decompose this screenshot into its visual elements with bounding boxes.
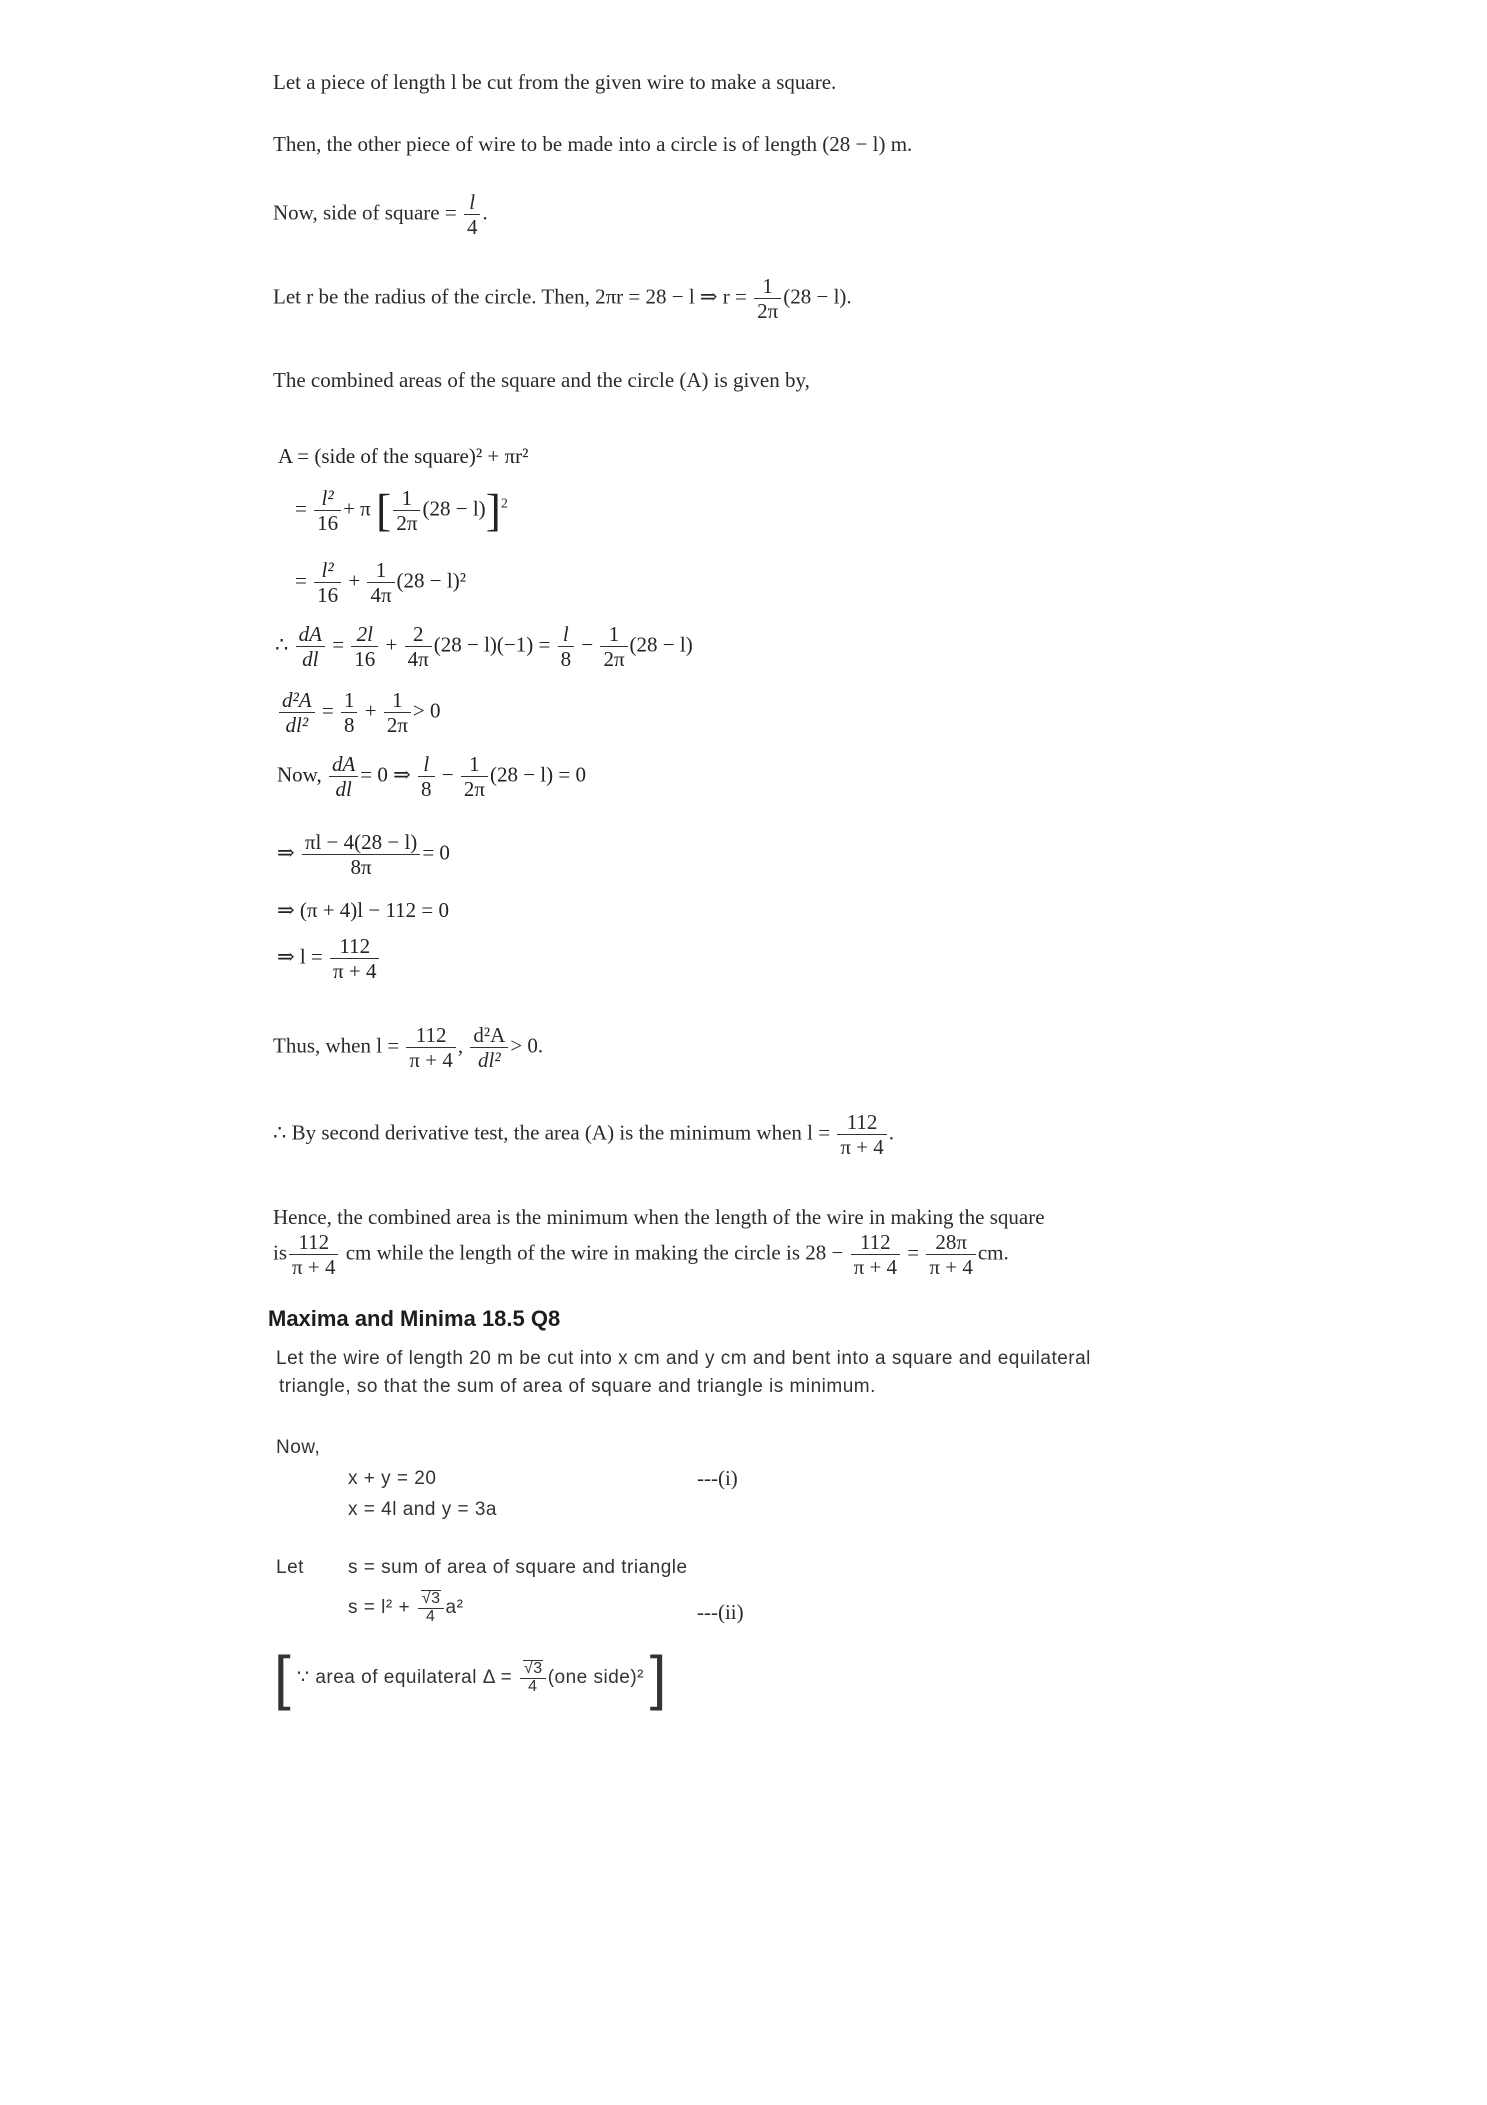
denominator: π + 4: [409, 1048, 453, 1073]
sqrt-three: √3: [421, 1590, 441, 1607]
right-bracket: ]: [649, 1644, 667, 1711]
numerator: 2: [405, 622, 432, 647]
numerator: dA: [329, 752, 358, 777]
denominator: 2π: [386, 713, 408, 738]
tail: > 0: [412, 698, 441, 723]
tail: (28 − l) = 0: [489, 762, 586, 787]
numerator: l²: [314, 558, 341, 583]
prefix: ⇒ l =: [277, 944, 323, 969]
numerator: 1: [341, 688, 358, 713]
middle: (28 − l)(−1) =: [433, 632, 551, 657]
fraction-root3-over-4: [418, 1590, 444, 1626]
q8-let-definition: s = sum of area of square and triangle: [348, 1557, 688, 1578]
radius-label: Let r be the radius of the circle. Then, 2πr = 28 − l ⇒ r =: [273, 284, 747, 309]
prefix: ∵ area of equilateral Δ =: [296, 1667, 513, 1689]
sqrt-three: √3: [524, 1660, 543, 1678]
fraction: [405, 622, 432, 671]
right-bracket: ]: [485, 484, 501, 536]
denominator: dl: [302, 647, 319, 672]
numerator: [418, 1590, 444, 1609]
numerator: 1: [600, 622, 627, 647]
numerator: l: [418, 752, 435, 777]
tail: a²: [445, 1596, 464, 1618]
denominator: dl: [335, 777, 352, 802]
implication-3: [277, 934, 381, 983]
pi-term: + π: [343, 496, 371, 521]
numerator: [520, 1660, 546, 1679]
denominator: π + 4: [929, 1255, 973, 1280]
fraction: [470, 1023, 508, 1072]
denominator: π + 4: [853, 1255, 898, 1280]
fraction: [279, 688, 315, 737]
numerator: d²A: [470, 1023, 508, 1048]
numerator: dA: [296, 622, 325, 647]
area-definition: A = (side of the square)² + πr²: [278, 444, 529, 468]
fraction: [367, 558, 394, 607]
denominator: 8: [421, 777, 432, 802]
numerator: 112: [330, 934, 379, 959]
is-label: is: [273, 1240, 288, 1265]
q8-s-equation: [348, 1590, 463, 1626]
prefix: Thus, when l =: [273, 1033, 400, 1058]
derivative-first: ∴ $\frac{dA}{dl}$ = $\frac{2l}{16}$ + $\frac{2}{4\pi}$ (28 − l)(−1) = $\frac{l}{8}$ − $\frac{1}{2\pi}$ (28 − l): [275, 622, 693, 672]
q8-intro-line-1: Let the wire of length 20 m be cut into x cm and y cm and bent into a square and equilateral: [276, 1348, 1091, 1369]
fraction: [351, 622, 378, 671]
numerator: 112: [289, 1230, 338, 1255]
fraction: [296, 622, 325, 671]
denominator: 4: [466, 215, 478, 240]
denominator: 16: [317, 511, 339, 536]
fraction-l-over-4: [464, 190, 481, 239]
radius-tail: (28 − l).: [783, 284, 852, 309]
section-heading-q8: Maxima and Minima 18.5 Q8: [268, 1306, 561, 1331]
fraction: [314, 486, 341, 535]
denominator: 4π: [407, 647, 429, 672]
prefix: ∴ By second derivative test, the area (A) is the minimum when l =: [273, 1120, 831, 1145]
text-line-radius: [273, 274, 852, 323]
denominator: dl²: [478, 1048, 501, 1073]
tail: = 0: [422, 840, 450, 865]
left-bracket: [: [274, 1644, 292, 1711]
tail: > 0.: [510, 1033, 544, 1058]
q8-equation-tag-2: ---(ii): [697, 1600, 744, 1624]
fraction: [314, 558, 341, 607]
text-line-1: Let a piece of length l be cut from the given wire to make a square.: [273, 70, 837, 94]
numerator: 112: [406, 1023, 455, 1048]
text-line-2: Then, the other piece of wire to be made into a circle is of length (28 − l) m.: [273, 132, 913, 156]
denominator: 2π: [603, 647, 625, 672]
thus-statement: Thus, when l = $\frac{112}{\pi + 4}$ , $\frac{\text{d²A}}{\text{dl²}}$ > 0.: [273, 1023, 544, 1073]
numerator: l²: [314, 486, 341, 511]
denominator: π + 4: [840, 1135, 884, 1160]
tail: (28 − l): [629, 632, 693, 657]
q8-let: Let: [276, 1557, 304, 1578]
numerator: 2l: [351, 622, 378, 647]
denominator: 8: [343, 713, 355, 738]
implication-1: ⇒ $\frac{\pi l - 4(28 - l)}{8\pi}$ = 0: [277, 830, 450, 880]
tail: (28 − l)²: [396, 568, 467, 593]
tail: cm.: [977, 1240, 1009, 1265]
derivation-step-1: = $\frac{\text{l²}}{16}$ + π [ $\frac{1}{2\pi}$ (28 − l)]$^2$: [295, 484, 508, 536]
fraction: [600, 622, 627, 671]
numerator: 28π: [926, 1230, 975, 1255]
derivative-second: $\frac{\text{d²A}}{\text{dl²}}$ = $\frac{1}{8}$ + $\frac{1}{2\pi}$ > 0: [277, 688, 441, 737]
denominator: 2π: [396, 511, 418, 536]
denominator: 8: [560, 647, 572, 672]
denominator: 4: [426, 1607, 436, 1625]
fraction: [384, 688, 411, 737]
text-line-combined-areas: The combined areas of the square and the circle (A) is given by,: [273, 368, 810, 392]
prefix: s = l² +: [348, 1596, 411, 1618]
fraction: [461, 752, 488, 801]
numerator: l: [464, 190, 481, 215]
fraction: [341, 688, 358, 737]
inner-term: (28 − l): [422, 496, 486, 521]
hence-line-1: Hence, the combined area is the minimum when the length of the wire in making the square: [273, 1205, 1045, 1229]
fraction: [329, 752, 358, 801]
denominator: 2π: [463, 777, 485, 802]
side-label: Now, side of square =: [273, 200, 457, 225]
text-line-side-of-square: Now, side of square = $\frac{l}{4}$ .: [273, 190, 488, 240]
numerator: 112: [851, 1230, 900, 1255]
q8-area-note: [274, 1644, 667, 1711]
fraction: [406, 1023, 455, 1072]
exponent: 2: [500, 495, 508, 511]
numerator: πl − 4(28 − l): [302, 830, 420, 855]
fraction: [393, 486, 420, 535]
fraction-1-over-2pi: [754, 274, 781, 323]
implication-2: ⇒ (π + 4)l − 112 = 0: [277, 898, 450, 922]
middle: cm while the length of the wire in making the circle is 28 −: [345, 1240, 844, 1265]
second-derivative-test: ∴ By second derivative test, the area (A) is the minimum when l = $\frac{112}{\pi + 4}$ .: [273, 1110, 895, 1160]
denominator: 4: [528, 1678, 538, 1695]
denominator: 2π: [757, 299, 779, 324]
denominator: 16: [354, 647, 376, 672]
fraction-root3-over-4: [520, 1660, 546, 1696]
fraction: [851, 1230, 900, 1279]
fraction: [418, 752, 435, 801]
denominator: 16: [317, 583, 339, 608]
numerator: 1: [754, 274, 781, 299]
left-bracket: [: [376, 484, 392, 536]
denominator: 4π: [370, 583, 392, 608]
numerator: d²A: [279, 688, 315, 713]
q8-equation-2: x = 4l and y = 3a: [348, 1499, 497, 1520]
numerator: 112: [837, 1110, 886, 1135]
q8-intro-line-2: triangle, so that the sum of area of square and triangle is minimum.: [279, 1376, 876, 1397]
denominator: 8π: [350, 855, 372, 880]
middle: = 0 ⇒: [360, 762, 411, 787]
denominator: π + 4: [292, 1255, 336, 1280]
fraction: [302, 830, 420, 879]
fraction: [926, 1230, 975, 1279]
denominator: π + 4: [333, 959, 377, 984]
hence-line-2: is $\frac{112}{\pi + 4}$ cm while the length of the wire in making the circle is 28 − $\frac{112}{\pi + 4}$ = $\frac{28\pi}{\pi + 4}$ cm.: [273, 1230, 1009, 1280]
tail: (one side)²: [547, 1667, 645, 1689]
numerator: 1: [384, 688, 411, 713]
numerator: l: [558, 622, 575, 647]
critical-point-equation: Now, $\frac{dA}{dl}$ = 0 ⇒ $\frac{l}{8}$ − $\frac{1}{2\pi}$ (28 − l) = 0: [277, 752, 586, 802]
derivation-step-2: = $\frac{\text{l²}}{16}$ + $\frac{1}{4\pi}$ (28 − l)²: [295, 558, 467, 608]
fraction: [330, 934, 379, 983]
numerator: 1: [393, 486, 420, 511]
fraction: [289, 1230, 338, 1279]
denominator: dl²: [285, 713, 309, 738]
fraction: [558, 622, 575, 671]
fraction: [837, 1110, 886, 1159]
numerator: 1: [461, 752, 488, 777]
numerator: 1: [367, 558, 394, 583]
q8-equation-1: x + y = 20: [348, 1468, 437, 1489]
now-label: Now,: [277, 762, 322, 787]
q8-now: Now,: [276, 1437, 321, 1458]
q8-equation-tag-1: ---(i): [697, 1466, 738, 1490]
